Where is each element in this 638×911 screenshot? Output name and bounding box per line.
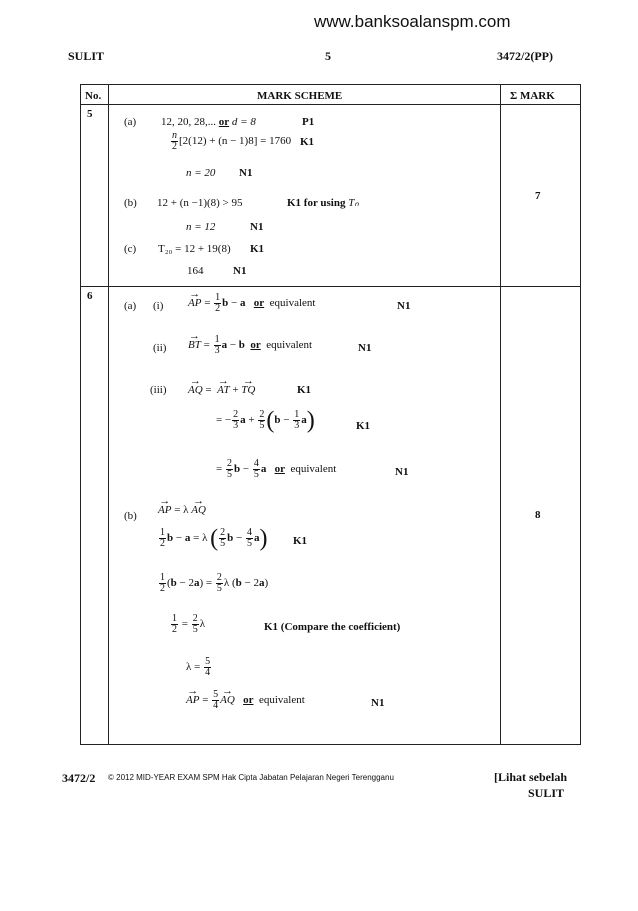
q6a-iii-step3: = $\frac{2}{5}$ b − $\frac{4}{5}$ a or equivalent: [216, 458, 337, 480]
part-b-label: (b): [124, 510, 137, 522]
part-a-label: (a): [124, 116, 137, 128]
q5a-mark-k1: K1: [300, 136, 315, 148]
q6b-final: → AP = $\frac{5}{4}$ → AQ or equivalent: [186, 690, 305, 711]
footer-copyright: © 2012 MID-YEAR EXAM SPM Hak Cipta Jabatan Pelajaran Negeri Terengganu: [108, 773, 394, 782]
part-a-label: (a): [124, 300, 137, 312]
footer-next-page: [Lihat sebelah: [494, 770, 568, 784]
question-number: 5: [87, 108, 93, 120]
q5b-inequality: 12 + (n −1)(8) > 95: [157, 197, 243, 209]
q6a-i-expression: → AP = $\frac{1}{2}$ b − a or equivalent: [188, 293, 315, 314]
question-total-mark: 8: [535, 509, 541, 521]
q5c-answer: 164: [187, 265, 204, 277]
footer-sulit: SULIT: [528, 786, 565, 800]
q6b-step3: $\frac{1}{2}$ = $\frac{2}{5}$ λ: [172, 613, 206, 635]
q6a-iii-expression: → AQ = → AT + → TQ: [188, 384, 255, 397]
q5a-mark-n1: N1: [239, 167, 253, 179]
q6b-final-mark-n1: N1: [371, 697, 385, 709]
website-url: www.banksoalanspm.com: [314, 12, 511, 31]
q6b-definition: → AP = λ → AQ: [158, 504, 206, 517]
q5a-answer: n = 20: [186, 167, 216, 179]
q6a-iii-mark-n1: N1: [395, 466, 409, 478]
q5b-mark-k1: K1 for using Tₙ: [287, 197, 359, 209]
q6a-iii-mark-k1: K1: [297, 384, 312, 396]
part-i-label: (i): [153, 300, 164, 312]
q6a-iii-step2: = − $\frac{2}{3}$ a + $\frac{2}{5}$ (b − $\frac{1}{3}$ a): [216, 407, 315, 434]
q6b-step2: $\frac{1}{2}$ (b − 2a) = $\frac{2}{5}$ λ (b − 2a): [160, 572, 269, 594]
header-sulit: SULIT: [68, 49, 105, 63]
part-iii-label: (iii): [150, 384, 167, 396]
q6b-lambda-value: λ = $\frac{5}{4}$: [186, 656, 211, 678]
q5a-sequence: 12, 20, 28,... or d = 8: [161, 116, 256, 128]
q6a-ii-mark-n1: N1: [358, 342, 372, 354]
q6b-compare-mark: K1 (Compare the coefficient): [264, 621, 401, 633]
q6a-ii-expression: → BT = $\frac{1}{3}$ a − b or equivalent: [188, 335, 312, 356]
footer-code: 3472/2: [62, 771, 96, 785]
question-total-mark: 7: [535, 190, 541, 202]
q6a-iii-step2-mark-k1: K1: [356, 420, 371, 432]
q6b-step1-mark-k1: K1: [293, 535, 308, 547]
q5b-answer: n = 12: [186, 221, 216, 233]
q5a-sum-formula: $\frac{n}{2}$ [2(12) + (n − 1)8] = 1760: [172, 130, 292, 152]
part-c-label: (c): [124, 243, 137, 255]
q5b-mark-n1: N1: [250, 221, 264, 233]
q5c-formula: T₂₀ = 12 + 19(8): [158, 243, 231, 255]
col-scheme-header: MARK SCHEME: [257, 90, 343, 102]
q5c-mark-n1: N1: [233, 265, 247, 277]
question-number: 6: [87, 290, 93, 302]
q6b-step1: $\frac{1}{2}$ b − a = λ ( $\frac{2}{5}$ b − $\frac{4}{5}$ a): [160, 525, 268, 552]
col-no-header: No.: [85, 90, 102, 102]
page-number: 5: [325, 49, 331, 63]
part-b-label: (b): [124, 197, 137, 209]
paper-code: 3472/2(PP): [497, 49, 553, 63]
q5c-mark-k1: K1: [250, 243, 265, 255]
q6a-i-mark-n1: N1: [397, 300, 411, 312]
col-mark-header: Σ MARK: [510, 90, 555, 102]
part-ii-label: (ii): [153, 342, 167, 354]
q5a-mark-p1: P1: [302, 116, 315, 128]
